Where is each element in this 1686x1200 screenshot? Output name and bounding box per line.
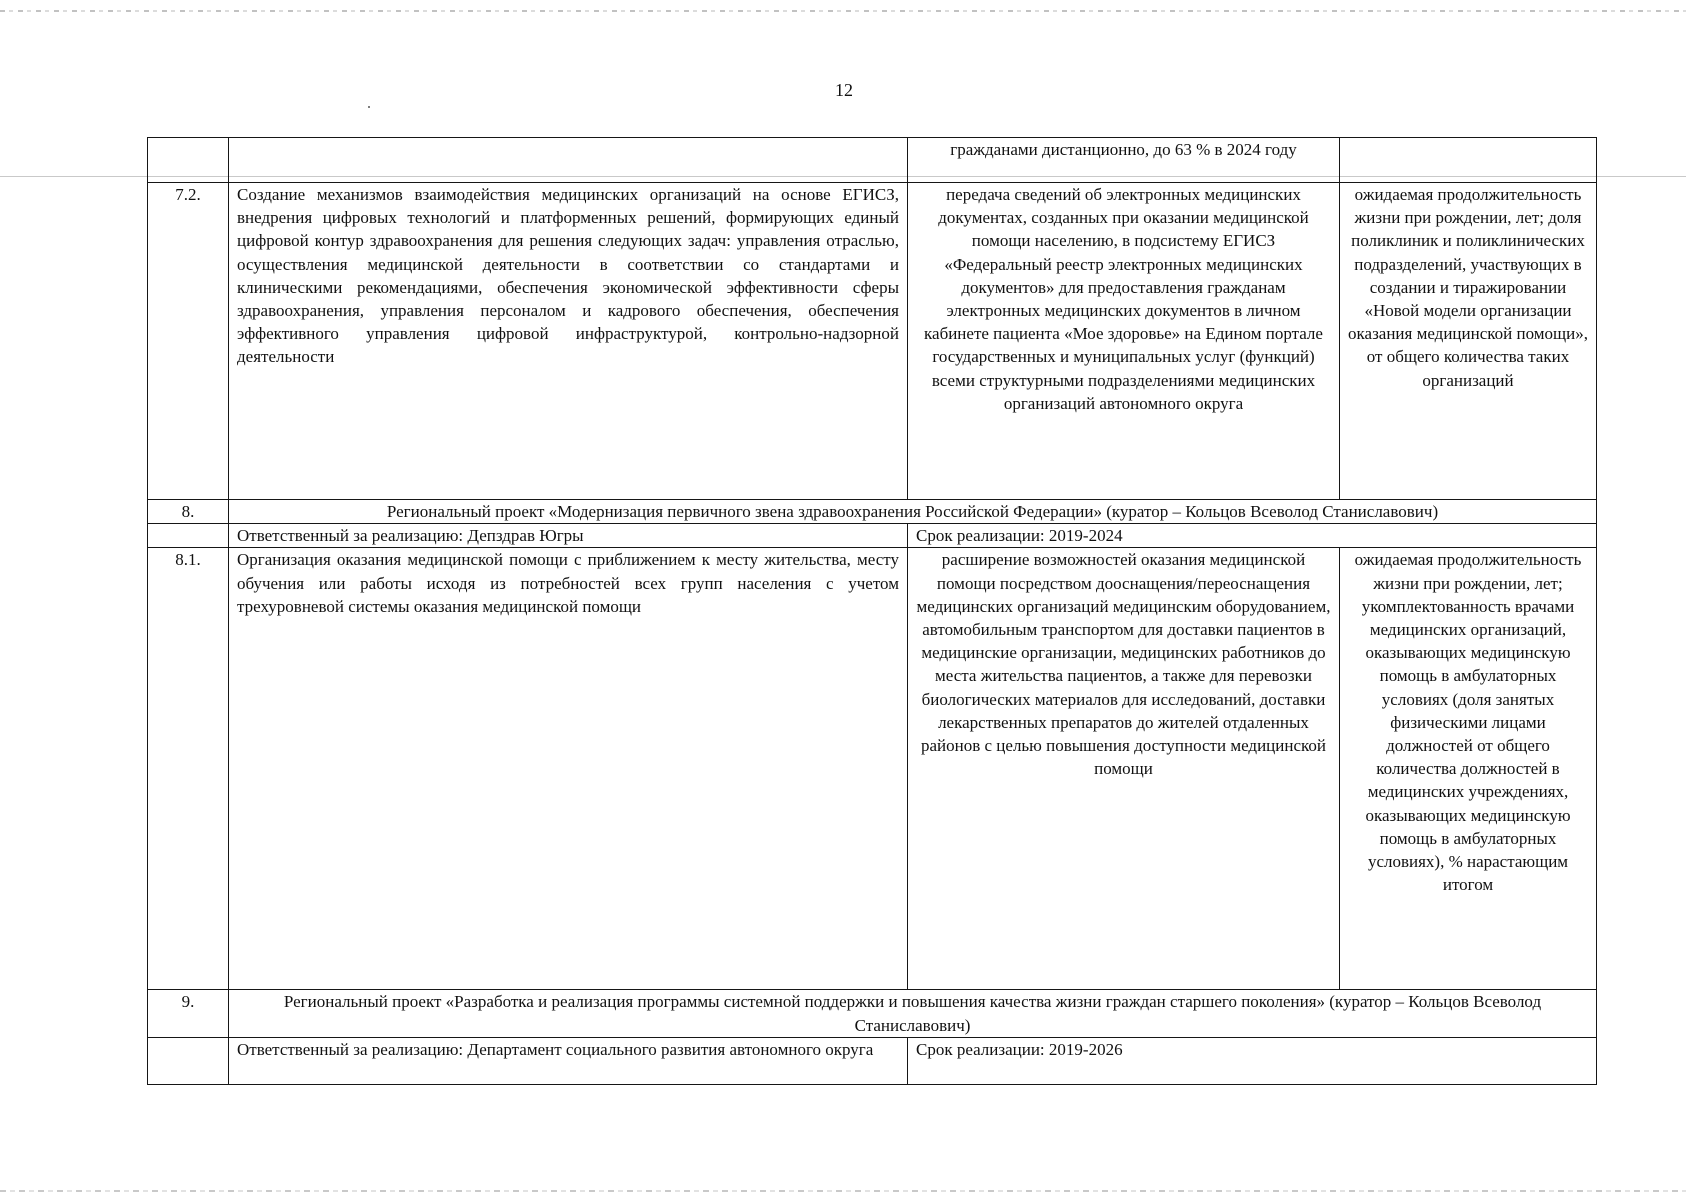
cell-indicators-empty	[1340, 138, 1597, 183]
table-row-8-responsible	[148, 524, 1597, 548]
cell-indicators-7-2: ожидаемая продолжительность жизни при рождении, лет; доля поликлиник и поликлинических подразделений, участвующих в создании и тиражировании «Новой модели организации оказания медицинской помощи», от общего количества таких организаций	[1340, 183, 1597, 500]
scan-speck	[368, 106, 370, 108]
cell-result-7-2: передача сведений об электронных медицинских документах, созданных при оказании медицинской помощи населению, в подсистему ЕГИСЗ «Федеральный реестр электронных медицинских документов» для предоставления гражданам электронных медицинских документов в личном кабинете пациента «Мое здоровье» на Едином портале государственных и муниципальных услуг (функций) всеми структурными подразделениями медицинских организаций автономного округа	[908, 183, 1340, 500]
scan-edge-top	[0, 10, 1686, 12]
table-row-8-1	[148, 548, 1597, 990]
cell-term-8: Срок реализации: 2019-2024	[908, 524, 1597, 548]
table-row-7-2	[148, 183, 1597, 500]
program-table	[147, 137, 1597, 1085]
cell-responsible-9: Ответственный за реализацию: Департамент социального развития автономного округа	[229, 1037, 908, 1084]
cell-activity-empty	[229, 138, 908, 183]
cell-responsible-8: Ответственный за реализацию: Депздрав Югры	[229, 524, 908, 548]
cell-num-8: 8.	[148, 500, 229, 524]
table-row-8	[148, 500, 1597, 524]
cell-indicators-8-1: ожидаемая продолжительность жизни при рождении, лет; укомплектованность врачами медицинских организаций, оказывающих медицинскую помощь в амбулаторных условиях (доля занятых физическими лицами должностей от общего количества должностей в медицинских учреждениях, оказывающих медицинскую помощь в амбулаторных условиях), % нарастающим итогом	[1340, 548, 1597, 990]
table-row-9	[148, 990, 1597, 1037]
cell-result-8-1: расширение возможностей оказания медицинской помощи посредством дооснащения/переоснащения медицинских организаций медицинским оборудованием, автомобильным транспортом для доставки пациентов в медицинские организации, медицинских работников до места жительства пациентов, а также для перевозки биологических материалов для исследований, доставки лекарственных препаратов до жителей отдаленных районов с целью повышения доступности медицинской помощи	[908, 548, 1340, 990]
cell-result-continuation: гражданами дистанционно, до 63 % в 2024 году	[908, 138, 1340, 183]
cell-num-empty	[148, 1037, 229, 1084]
cell-num-empty	[148, 524, 229, 548]
cell-project-8: Региональный проект «Модернизация первичного звена здравоохранения Российской Федерации» (куратор – Кольцов Всеволод Станиславович)	[229, 500, 1597, 524]
cell-num-empty	[148, 138, 229, 183]
cell-activity-8-1: Организация оказания медицинской помощи с приближением к месту жительства, месту обучения или работы исходя из потребностей всех групп населения с учетом трехуровневой системы оказания медицинской помощи	[229, 548, 908, 990]
cell-project-9: Региональный проект «Разработка и реализация программы системной поддержки и повышения качества жизни граждан старшего поколения» (куратор – Кольцов Всеволод Станиславович)	[229, 990, 1597, 1037]
cell-num-9: 9.	[148, 990, 229, 1037]
cell-num-8-1: 8.1.	[148, 548, 229, 990]
cell-num-7-2: 7.2.	[148, 183, 229, 500]
table-row-9-responsible	[148, 1037, 1597, 1084]
cell-term-9: Срок реализации: 2019-2026	[908, 1037, 1597, 1084]
page-number: 12	[835, 80, 853, 100]
table-row-continuation	[148, 138, 1597, 183]
cell-activity-7-2: Создание механизмов взаимодействия медицинских организаций на основе ЕГИСЗ, внедрения цифровых технологий и платформенных решений, формирующих единый цифровой контур здравоохранения для решения следующих задач: управления отраслью, осуществления медицинской деятельности в соответствии со стандартами и клиническими рекомендациями, обеспечения экономической эффективности сферы здравоохранения, управления персоналом и кадрового обеспечения, обеспечения эффективного управления цифровой инфраструктурой, контрольно-надзорной деятельности	[229, 183, 908, 500]
scan-edge-bottom	[0, 1190, 1686, 1192]
